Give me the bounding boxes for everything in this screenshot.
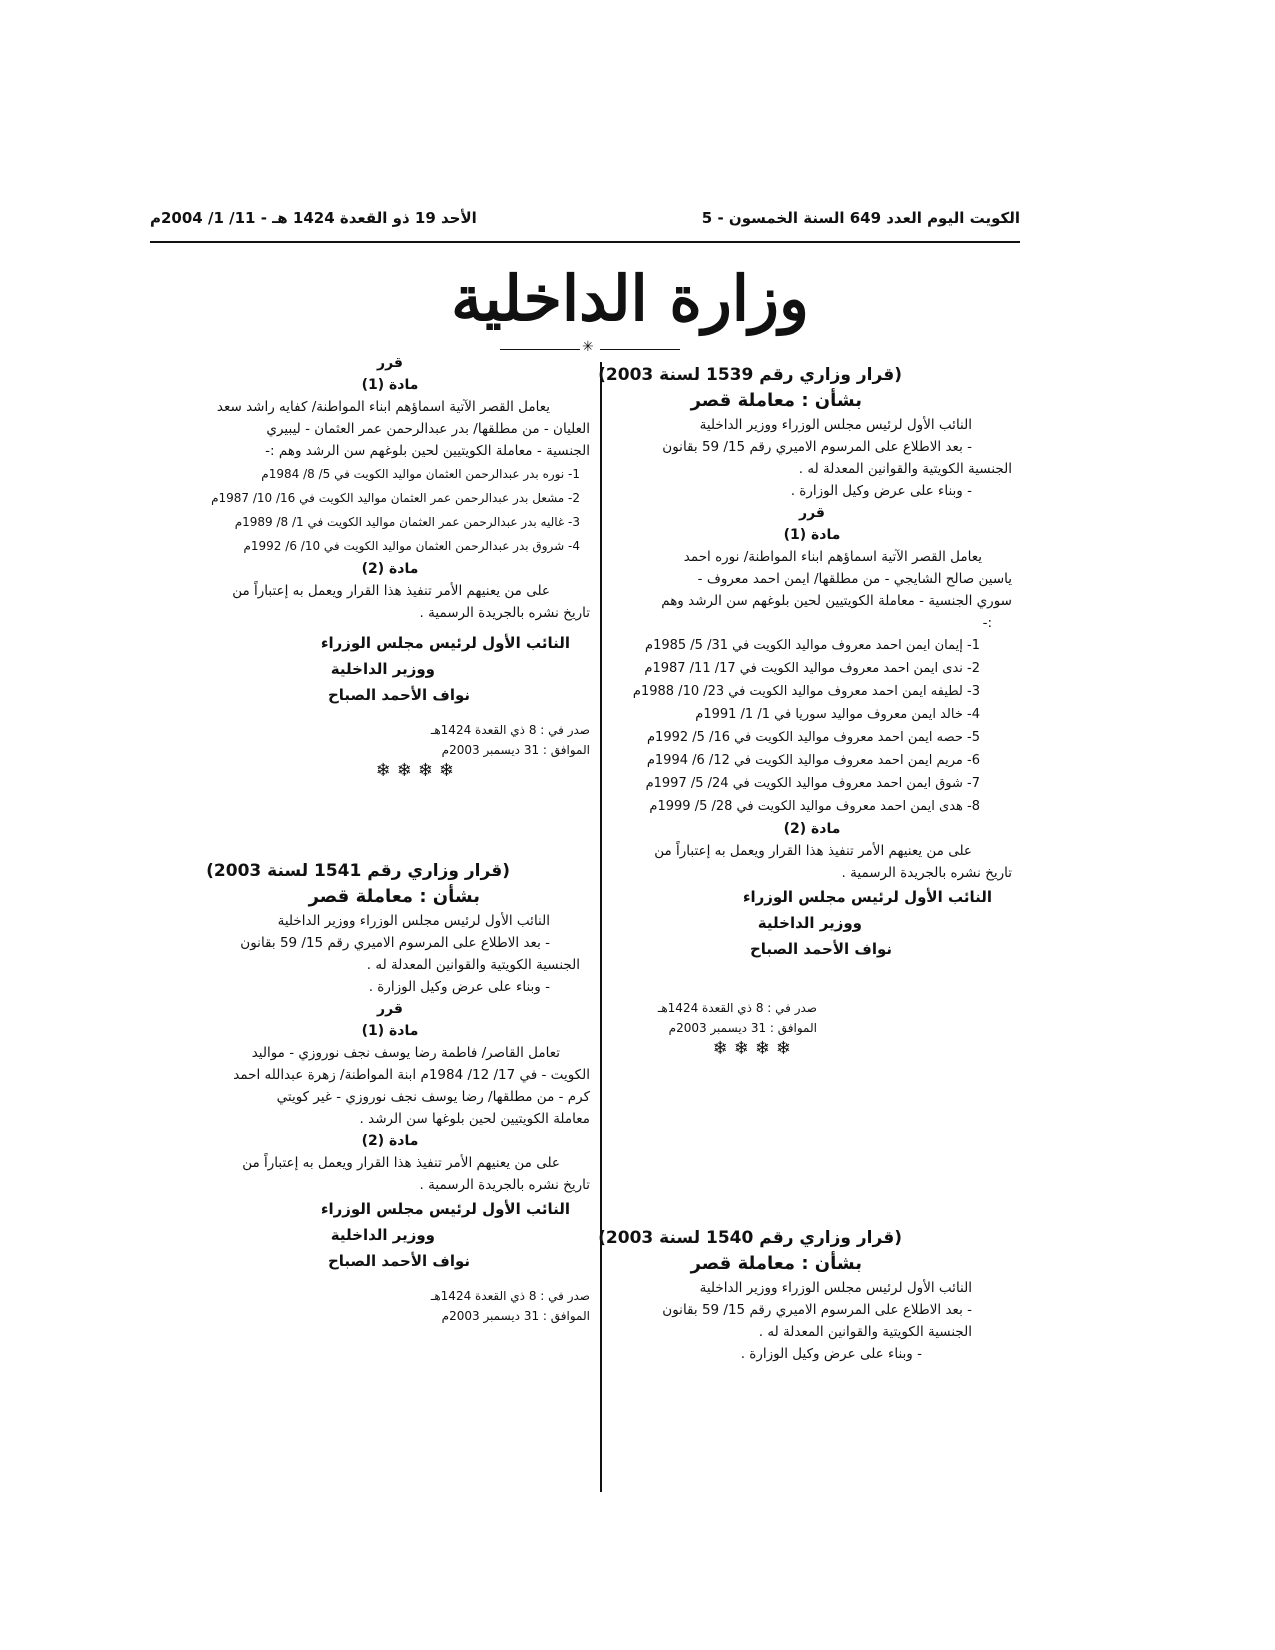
list-item: 1- نوره بدر عبدالرحمن العثمان مواليد الكويت في 5/ 8/ 1984م <box>261 467 580 481</box>
list-item: 4- خالد ايمن معروف مواليد سوريا في 1/ 1/ 1991م <box>695 707 980 722</box>
corresponding-date: الموافق : 31 ديسمبر 2003م <box>441 1309 590 1323</box>
corresponding-date: الموافق : 31 ديسمبر 2003م <box>668 1021 817 1035</box>
decree-title: (قرار وزاري رقم 1541 لسنة 2003) <box>206 861 510 881</box>
article-text: ياسين صالح الشايجي - من مطلقها/ ايمن احمد معروف - <box>697 571 1012 587</box>
decree-previous-continuation <box>190 352 590 781</box>
signature-title: النائب الأول لرئيس مجلس الوزراء <box>742 888 992 906</box>
article-text: تعامل القاصر/ فاطمة رضا يوسف نجف نوروزي - مواليد <box>251 1045 560 1061</box>
signature-title: ووزير الداخلية <box>330 660 435 678</box>
issued-date: صدر في : 8 ذي القعدة 1424هـ <box>657 1001 817 1015</box>
article-text: يعامل القصر الآتية اسماؤهم ابناء المواطنة/ كفايه راشد سعد <box>216 399 550 415</box>
preamble-line: - وبناء على عرض وكيل الوزارة . <box>790 483 972 499</box>
article-text: الجنسية - معاملة الكويتيين لحين بلوغهم سن الرشد وهم :- <box>265 443 590 459</box>
list-item: 1- إيمان ايمن احمد معروف مواليد الكويت في 31/ 5/ 1985م <box>645 638 980 653</box>
decree-title: (قرار وزاري رقم 1540 لسنة 2003) <box>598 1228 902 1248</box>
decree-1540 <box>598 1225 1012 1365</box>
preamble-line: - بعد الاطلاع على المرسوم الاميري رقم 15/ 59 بقانون <box>240 935 550 951</box>
article-text: معاملة الكويتيين لحين بلوغها سن الرشد . <box>359 1111 590 1127</box>
article-heading: مادة (1) <box>783 527 841 543</box>
article-text: على من يعنيهم الأمر تنفيذ هذا القرار ويعمل به إعتباراً من <box>654 843 972 859</box>
list-item: 7- شوق ايمن احمد معروف مواليد الكويت في 24/ 5/ 1997م <box>645 776 980 791</box>
list-item: 6- مريم ايمن احمد معروف مواليد الكويت في 12/ 6/ 1994م <box>646 753 980 768</box>
separator-stars: ❄❄❄❄ <box>375 760 460 781</box>
article-heading: مادة (2) <box>361 1133 419 1149</box>
corresponding-date: الموافق : 31 ديسمبر 2003م <box>441 743 590 757</box>
column-divider <box>600 362 602 1492</box>
article-text: على من يعنيهم الأمر تنفيذ هذا القرار ويعمل به إعتباراً من <box>242 1155 560 1171</box>
decree-intro: النائب الأول لرئيس مجلس الوزراء ووزير الداخلية <box>699 1280 972 1296</box>
preamble-line: - وبناء على عرض وكيل الوزارة . <box>368 979 550 995</box>
article-heading: مادة (2) <box>783 821 841 837</box>
preamble-line: الجنسية الكويتية والقوانين المعدلة له . <box>758 1324 972 1340</box>
issue-date: الأحد 19 ذو القعدة 1424 هـ - 11/ 1/ 2004م <box>150 209 477 227</box>
signature-title: النائب الأول لرئيس مجلس الوزراء <box>320 1200 570 1218</box>
article-heading: مادة (1) <box>361 377 419 393</box>
article-heading: مادة (2) <box>361 561 419 577</box>
article-text: تاريخ نشره بالجريدة الرسمية . <box>419 605 590 621</box>
signature-name: نواف الأحمد الصباح <box>749 940 892 958</box>
article-text: العليان - من مطلقها/ بدر عبدالرحمن عمر العثمان - ليبيري <box>266 421 590 437</box>
preamble-line: - بعد الاطلاع على المرسوم الاميري رقم 15/ 59 بقانون <box>662 1302 972 1318</box>
decree-subject: بشأن : معاملة قصر <box>690 390 862 411</box>
list-item: 5- حصه ايمن احمد معروف مواليد الكويت في 16/ 5/ 1992م <box>646 730 980 745</box>
issue-info: الكويت اليوم العدد 649 السنة الخمسون - 5 <box>701 209 1020 227</box>
minors-list <box>190 462 590 558</box>
issued-date: صدر في : 8 ذي القعدة 1424هـ <box>430 1289 590 1303</box>
decided-heading: قرر <box>377 1001 403 1017</box>
decree-1539 <box>598 362 1012 1059</box>
list-item: 3- لطيفه ايمن احمد معروف مواليد الكويت في 23/ 10/ 1988م <box>632 684 980 699</box>
article-text: تاريخ نشره بالجريدة الرسمية . <box>419 1177 590 1193</box>
asterisk-icon: ✳ <box>582 339 594 355</box>
decree-title: (قرار وزاري رقم 1539 لسنة 2003) <box>598 365 902 385</box>
article-text: تاريخ نشره بالجريدة الرسمية . <box>841 865 1012 881</box>
decree-subject: بشأن : معاملة قصر <box>690 1253 862 1274</box>
decided-heading: قرر <box>377 355 403 371</box>
signature-title: ووزير الداخلية <box>330 1226 435 1244</box>
preamble-line: - بعد الاطلاع على المرسوم الاميري رقم 15/ 59 بقانون <box>662 439 972 455</box>
list-item: 2- ندى ايمن احمد معروف مواليد الكويت في 17/ 11/ 1987م <box>644 661 980 676</box>
signature-name: نواف الأحمد الصباح <box>327 686 470 704</box>
decree-intro: النائب الأول لرئيس مجلس الوزراء ووزير الداخلية <box>277 913 550 929</box>
minors-list <box>612 634 1012 818</box>
decree-intro: النائب الأول لرئيس مجلس الوزراء ووزير الداخلية <box>699 417 972 433</box>
article-text: سوري الجنسية - معاملة الكويتيين لحين بلوغهم سن الرشد وهم <box>661 593 1012 609</box>
article-text: على من يعنيهم الأمر تنفيذ هذا القرار ويعمل به إعتباراً من <box>232 583 550 599</box>
article-heading: مادة (1) <box>361 1023 419 1039</box>
list-item: 3- غاليه بدر عبدالرحمن عمر العثمان مواليد الكويت في 1/ 8/ 1989م <box>234 515 580 529</box>
ministry-title: وزارة الداخلية <box>451 262 809 335</box>
article-text: الكويت - في 17/ 12/ 1984م ابنة المواطنة/ زهرة عبدالله احمد <box>233 1067 590 1083</box>
list-item: 4- شروق بدر عبدالرحمن العثمان مواليد الكويت في 10/ 6/ 1992م <box>243 539 580 553</box>
article-text: يعامل القصر الآتية اسماؤهم ابناء المواطنة/ نوره احمد <box>683 549 982 565</box>
page-header <box>150 205 1020 243</box>
decree-subject: بشأن : معاملة قصر <box>308 886 480 907</box>
preamble-line: الجنسية الكويتية والقوانين المعدلة له . <box>366 957 580 973</box>
article-text: :- <box>982 615 992 631</box>
preamble-line: - وبناء على عرض وكيل الوزارة . <box>740 1346 922 1362</box>
signature-title: ووزير الداخلية <box>757 914 862 932</box>
list-item: 2- مشعل بدر عبدالرحمن عمر العثمان مواليد الكويت في 16/ 10/ 1987م <box>211 491 580 505</box>
signature-name: نواف الأحمد الصباح <box>327 1252 470 1270</box>
signature-title: النائب الأول لرئيس مجلس الوزراء <box>320 634 570 652</box>
article-text: كرم - من مطلقها/ رضا يوسف نجف نوروزي - غير كويتي <box>276 1089 590 1105</box>
issued-date: صدر في : 8 ذي القعدة 1424هـ <box>430 723 590 737</box>
list-item: 8- هدى ايمن احمد معروف مواليد الكويت في 28/ 5/ 1999م <box>649 799 980 814</box>
decided-heading: قرر <box>799 505 825 521</box>
decree-1541 <box>190 858 590 1326</box>
preamble-line: الجنسية الكويتية والقوانين المعدلة له . <box>798 461 1012 477</box>
separator-stars: ❄❄❄❄ <box>712 1038 797 1059</box>
